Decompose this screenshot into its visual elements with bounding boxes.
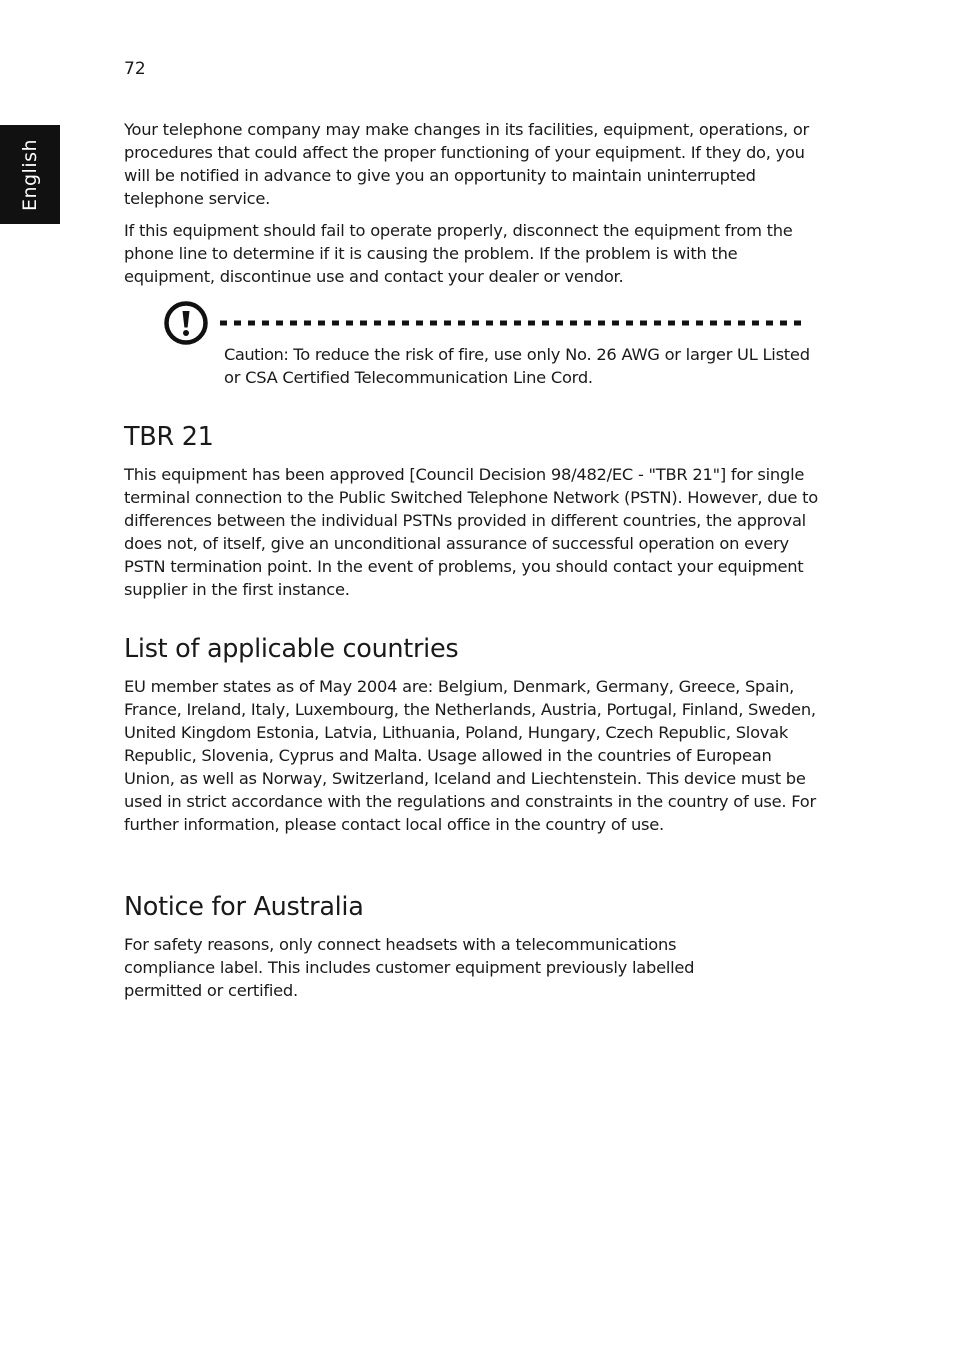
tbr21-heading: TBR 21	[124, 422, 214, 452]
intro-paragraph-1: Your telephone company may make changes in its facilities, equipment, operations, or procedures that could affect the proper functioning of your equipment. If they do, you will be notified in advance to give you an opportunity to maintain uninterrupted telephone service.	[124, 120, 809, 208]
language-side-tab	[0, 125, 60, 224]
tbr21-body: This equipment has been approved [Council Decision 98/482/EC - "TBR 21"] for single terminal connection to the Public Switched Telephone Network (PSTN). However, due to differences between the individual PSTNs provided in different countries, the approval does not, of itself, give an unconditional assurance of successful operation on every PSTN termination point. In the event of problems, you should contact your equipment supplier in the first instance.	[124, 465, 818, 599]
countries-heading: List of applicable countries	[124, 634, 459, 664]
caution-exclamation-icon	[163, 300, 209, 346]
page-number: 72	[124, 59, 146, 79]
intro-paragraph-2: If this equipment should fail to operate properly, disconnect the equipment from the phone line to determine if it is causing the problem. If the problem is with the equipment, discontinue use and contact your dealer or vendor.	[124, 221, 793, 286]
caution-dotted-rule	[218, 320, 804, 326]
australia-body: For safety reasons, only connect headsets with a telecommunications compliance label. This includes customer equipment previously labelled permitted or certified.	[124, 935, 695, 1000]
countries-body: EU member states as of May 2004 are: Belgium, Denmark, Germany, Greece, Spain, France, Ireland, Italy, Luxembourg, the Netherlands, Austria, Portugal, Finland, Sweden, United Kingdom Estonia, Latvia, Lithuania, Poland, Hungary, Czech Republic, Slovak Republic, Slovenia, Cyprus and Malta. Usage allowed in the countries of European Union, as well as Norway, Switzerland, Iceland and Liechtenstein. This device must be used in strict accordance with the regulations and constraints in the country of use. For further information, please contact local office in the country of use.	[124, 677, 816, 834]
caution-note	[224, 343, 814, 389]
caution-label: Caution:	[224, 345, 289, 364]
caution-text: To reduce the risk of fire, use only No. 26 AWG or larger UL Listed or CSA Certified Telecommunication Line Cord.	[224, 345, 810, 387]
language-tab-label: English	[19, 138, 41, 212]
australia-heading: Notice for Australia	[124, 892, 364, 922]
intro-section	[124, 118, 824, 288]
